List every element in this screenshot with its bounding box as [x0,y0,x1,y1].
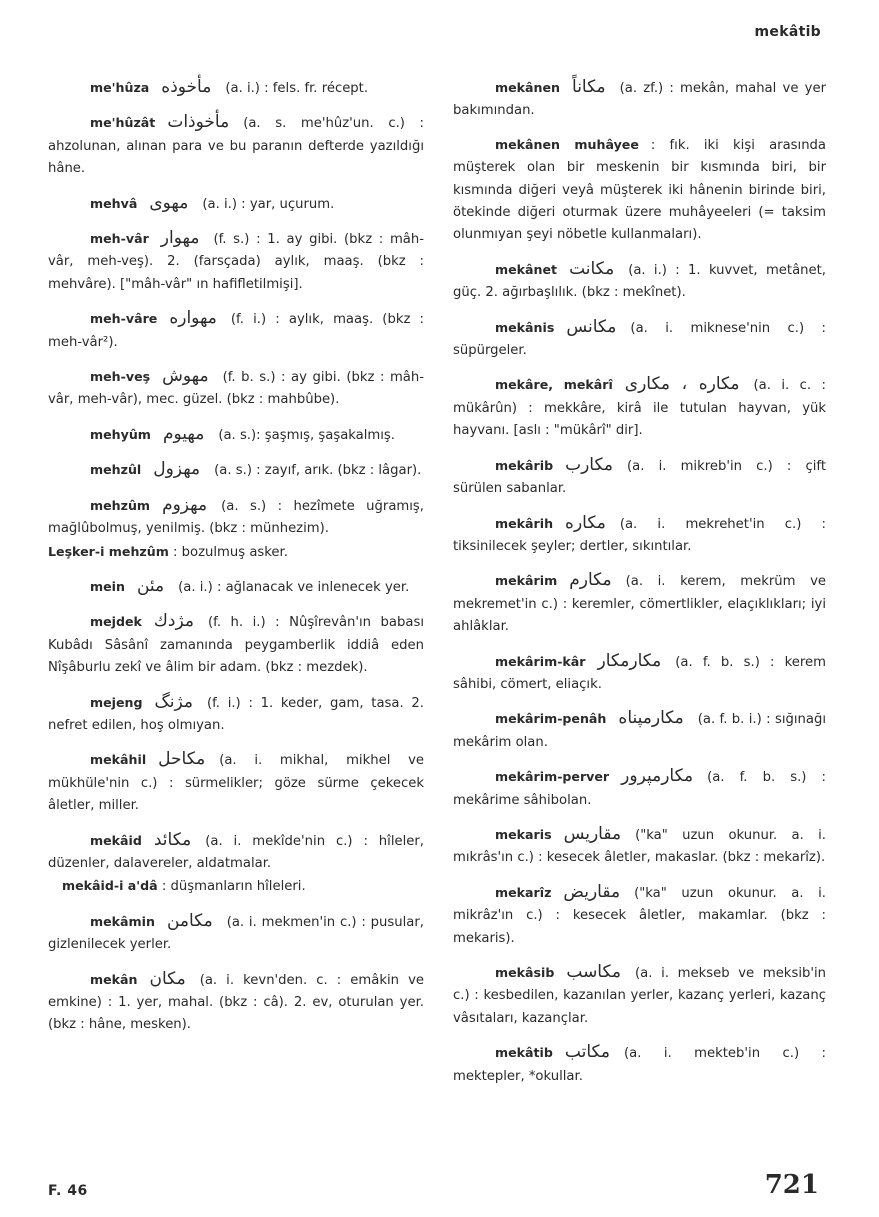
dictionary-entry [48,910,424,957]
entry-definition: (a. i. c. : mükârûn) : mekkâre, kirâ ile tutulan hayvan, yük hayvanı. [aslı : "mükârî" dir]. [453,378,826,439]
entry-definition: (a. i. kevn'den. c. : emâkin ve emkine) : 1. yer, mahal. (bkz : câ). 2. ev, oturulan yer. (bkz : hâne, mesken). [48,972,424,1033]
entry-arabic-script: مكاناً [572,77,606,97]
subentry-headword: mekâid-i a'dâ [62,878,158,894]
entry-headword: mekâtib [495,1045,553,1061]
dictionary-entry [48,192,424,216]
entry-arabic-script: مكارم [569,570,612,591]
entry-headword: mejeng [90,694,143,710]
dictionary-entry [453,373,826,442]
entry-headword: mekân [90,971,138,987]
entry-arabic-script: مقاريض [563,881,621,902]
entry-arabic-script: مكانس [566,316,617,337]
entry-definition: (a. i.) : ağlanacak ve inlenecek yer. [178,579,410,595]
entry-arabic-script: مهواره [169,308,217,329]
entry-definition: (a. i. mekîde'nin c.) : hîleler, düzenler, dalavereler, aldatmalar. [48,833,424,871]
entry-arabic-script: مكاحل [158,749,206,770]
entry-arabic-script: مكامن [166,910,213,931]
entry-headword: mekâid [90,832,142,848]
entry-headword: mein [90,578,125,594]
entry-definition: (a. i. mekteb'in c.) : mektepler, *okullar. [453,1046,826,1084]
entry-headword: mekârih [495,515,554,531]
entry-definition: (a. i. mekseb ve meksib'in c.) : kesbedilen, kazanılan yerler, kazanç yerleri, kazanç vâsıtaları, kazançlar. [453,966,826,1026]
entry-headword: mejdek [90,614,142,630]
entry-arabic-script: مكائد [153,829,192,850]
entry-arabic-script: مهيوم [162,423,205,444]
entry-arabic-script: مكاتب [564,1042,610,1063]
entry-definition: (f. h. i.) : Nûşîrevân'ın babası Kubâdı Sâsânî zamanında peygamberlik iddiâ eden Nîşâburlu zekî ve âlim bir adam. (bkz : mezdek). [48,615,424,676]
dictionary-entry [453,881,826,950]
dictionary-entry [453,134,826,247]
entry-arabic-script: مكاسب [566,962,621,982]
dictionary-entry [48,458,424,482]
subentry-headword: Leşker-i mehzûm [48,543,169,559]
entry-definition: (a. zf.) : mekân, mahal ve yer bakımından. [453,81,826,119]
entry-definition: (a. s. me'hûz'un. c.) : ahzolunan, alınan para ve bu paranın defterde yazıldığı hâne. [48,116,424,177]
entry-definition: ("ka" uzun okunur. a. i. mikrâz'ın c.) : kesecek âletler, makamlar. (bkz : mekaris). [453,885,826,946]
dictionary-entry [453,823,826,870]
dictionary-entry [48,307,424,354]
entry-headword: mekâmin [90,913,155,929]
dictionary-entry [48,968,424,1037]
dictionary-entry [48,691,424,738]
entry-headword: meh-vâre [90,311,158,327]
entry-definition: (a. s.): şaşmış, şaşakalmış. [218,427,395,443]
entry-definition: : fık. iki kişi arasında müşterek olan bir meskenin bir kısmında biri, bir kısmında diğeri veyâ müşterek iki hânenin birinde biri, ötekinde diğeri oturmak üzere muhâyeeleri (= taksim olunmıyan şeyi nöbetle kullanmaları). [453,137,827,243]
entry-headword: mekâhil [90,752,147,768]
entry-definition: ("ka" uzun okunur. a. i. mıkrâs'ın c.) : kesecek âletler, makaslar. (bkz : mekarîz). [453,827,826,866]
subentry-definition: : düşmanların hîleleri. [161,879,306,895]
entry-subentry [62,875,424,898]
entry-headword: mekâre, mekârî [495,377,613,393]
entry-definition: (a. i. miknese'nin c.) : süpürgeler. [453,320,826,359]
entry-definition: (a. i.) : yar, uçurum. [202,196,335,212]
entry-arabic-script: مأخوذه [161,77,212,97]
entry-headword: mekârim-perver [495,769,610,785]
dictionary-entry [453,1041,826,1088]
running-head: mekâtib [754,24,821,40]
entry-definition: (a. s.) : zayıf, arık. (bkz : lâgar). [214,463,422,479]
entry-arabic-script: مكارب [565,454,613,475]
entry-headword: me'hûzât [90,115,156,131]
left-column [48,76,424,1048]
entry-arabic-script: مقاريس [563,823,622,844]
entry-definition: (a. i. kerem, mekrüm ve mekremet'in c.) : keremler, cömertlikler, elaçıklıkları; iyi ahlâklar. [453,574,826,635]
entry-arabic-script: مژنگ [154,691,193,712]
entry-headword: mekânis [495,319,555,335]
dictionary-entry [48,365,424,412]
entry-headword: mekârim-kâr [495,653,586,669]
entry-headword: mehvâ [90,195,138,211]
entry-arabic-script: مهوی [149,192,189,213]
dictionary-entry [453,512,826,559]
entry-headword: mekâsib [495,965,555,980]
entry-headword: meh-vâr [90,231,149,247]
dictionary-entry [48,227,424,296]
sheet-signature: F. 46 [48,1183,88,1199]
entry-definition: (a. i.) : fels. fr. récept. [225,81,369,96]
dictionary-entry [48,610,424,679]
entry-arabic-script: مكارمپناه [618,708,684,729]
entry-arabic-script: مأخوذات [167,112,230,133]
entry-headword: mehzûl [90,462,142,478]
dictionary-entry [453,316,826,363]
subentry-definition: : bozulmuş asker. [173,544,288,560]
entry-headword: me'hûza [90,80,150,95]
entry-arabic-script: مكاره ، مكاری [624,374,740,395]
entry-headword: mekârib [495,457,554,473]
entry-definition: (f. b. s.) : ay gibi. (bkz : mâh-vâr, meh-vâr), mec. güzel. (bkz : mahbûbe). [48,370,424,408]
entry-headword: mekârim-penâh [495,711,607,727]
entry-definition: (f. i.) : aylık, maaş. (bkz : meh-vâr²). [48,312,424,350]
entry-arabic-script: مهزول [153,459,201,480]
dictionary-entry [453,454,826,501]
right-column [453,76,826,1099]
entry-arabic-script: مهوار [160,228,200,249]
entry-subentry [48,541,424,564]
entry-headword: mekârim [495,573,558,589]
entry-definition: (a. i. mekmen'in c.) : pusular, gizlenilecek yerler. [48,914,424,953]
entry-definition: (f. i.) : 1. keder, gam, tasa. 2. nefret edilen, hoş olmıyan. [48,695,424,733]
entry-arabic-script: مهزوم [162,494,208,515]
dictionary-entry [48,575,424,599]
entry-arabic-script: مكانت [569,258,615,279]
dictionary-entry [48,494,424,564]
entry-headword: meh-veş [90,369,151,385]
dictionary-entry [453,76,826,123]
entry-arabic-script: مكان [149,968,186,989]
dictionary-entry [453,707,826,754]
entry-definition: (a. f. b. i.) : sığınağı mekârim olan. [453,712,826,750]
dictionary-entry [48,829,424,899]
entry-arabic-script: مئن [136,575,165,596]
dictionary-entry [453,569,826,638]
entry-arabic-script: مهوش [162,366,209,387]
entry-definition: (a. f. b. s.) : mekârime sâhibolan. [453,770,826,808]
entry-definition: (a. i. mikreb'in c.) : çift sürülen sabanlar. [453,458,826,497]
dictionary-entry [48,748,424,817]
entry-headword: mekarîz [495,884,552,900]
entry-headword: mekânet [495,261,558,277]
page-number: 721 [764,1170,819,1200]
entry-arabic-script: مژدك [153,611,194,632]
entry-definition: (a. i. mekrehet'in c.) : tiksinilecek şeyler; dertler, sıkıntılar. [453,516,826,554]
entry-definition: (a. i. mikhal, mikhel ve mükhüle'nin c.) : sürmelikler; göze sürme çekecek âletler, miller. [48,753,424,814]
entry-definition: (f. s.) : 1. ay gibi. (bkz : mâh-vâr, meh-veş). 2. (farsçada) aylık, maaş. (bkz : mehvâre). ["mâh-vâr" ın hafifletilmişi]. [48,232,424,292]
entry-arabic-script: مكارمپرور [621,766,694,787]
entry-headword: mehyûm [90,426,151,442]
entry-arabic-script: مكارمكار [597,650,662,671]
entry-headword: mekânen muhâyee [495,136,639,152]
dictionary-entry [48,76,424,100]
entry-definition: (a. i.) : 1. kuvvet, metânet, güç. 2. ağırbaşlılık. (bkz : mekînet). [453,262,826,301]
dictionary-entry [453,258,826,305]
entry-headword: mekaris [495,826,552,842]
dictionary-entry [48,111,424,180]
entry-headword: mehzûm [90,497,151,513]
entry-definition: (a. s.) : hezîmete uğramış, mağlûbolmuş, yenilmiş. (bkz : münhezim). [48,498,424,537]
dictionary-entry [48,423,424,447]
dictionary-entry [453,765,826,812]
entry-arabic-script: مكاره [565,512,606,533]
dictionary-entry [453,650,826,697]
dictionary-entry [453,961,826,1030]
entry-headword: mekânen [495,80,561,95]
entry-definition: (a. f. b. s.) : kerem sâhibi, cömert, eliaçık. [453,654,826,692]
